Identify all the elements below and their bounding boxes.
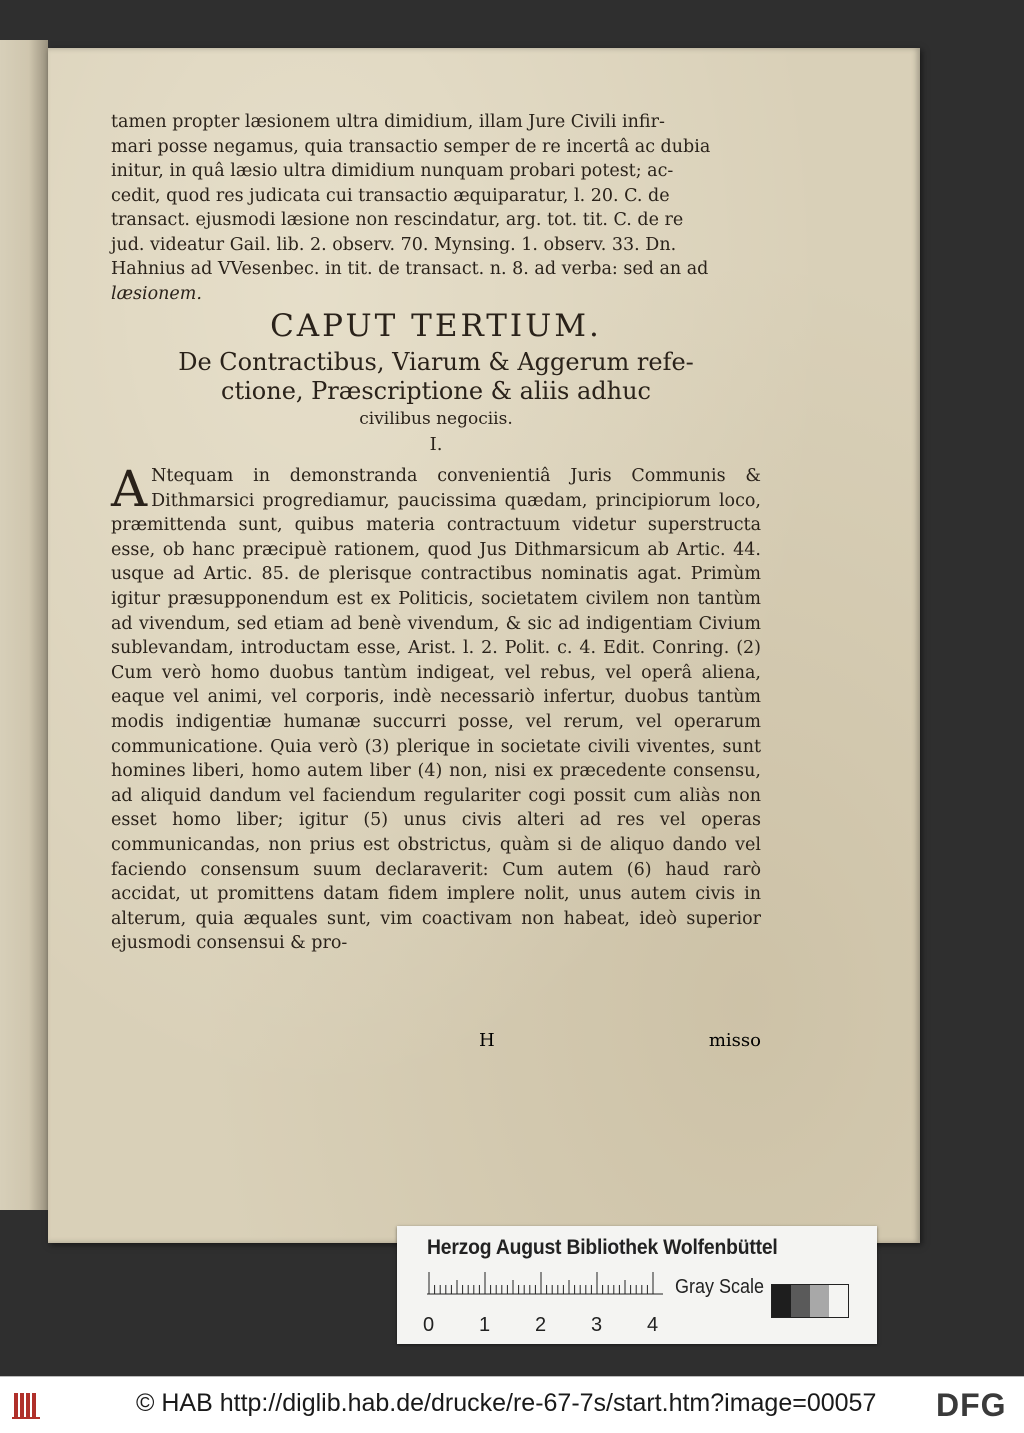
main-paragraph: Ntequam in demonstranda convenientiâ Juris Communis & Dithmarsici progrediamur, paucissima quædam, principiorum loco, præmittenda sunt, quibus materia contractuum videtur superstructa esse, ob hanc præcipuè rationem, quod Jus Dithmarsicum ab Artic. 44. usque ad Artic. 85. de plerisque contractibus nominatis agat. Primùm igitur præsupponendum est ex Politicis, societatem civilem non tantùm ad vivendum, sed etiam ad benè vivendum, & sic ad indigentiam Civium sublevandam, introductam esse, Arist. l. 2. Polit. c. 4. Edit. Conring. (2) Cum verò homo duobus tantùm indigeat, vel rebus, vel operâ aliena, eaque vel animi, vel corporis, indè necessariò infertur, duobus tantùm modis indigentiæ humanæ succurri posse, vel rerum, vel operarum communicatione. Quia verò (3) plerique in societate civili viventes, sunt homines liberi, homo autem liber (4) non, nisi ex præcedente consensu, ad aliquid dandum vel faciendum regulariter cogi possit cum aliàs non esset homo liber; igitur (5) unus civis alteri ad res vel operas communicandas, non prius est obstrictus, quàm si de aliquo dando vel faciendo consensum suum declaraverit: Cum autem (6) haud rarò accidat, ut promittens datam fidem implere nolit, unus autem civis in alterum, quia æquales sunt, vim coactivam non habeat, ideò superior ejusmodi consensui & pro- — [111, 466, 761, 954]
text-line: tamen propter læsionem ultra dimidium, illam Jure Civili infir- — [111, 112, 665, 132]
catchword: misso — [708, 1030, 761, 1051]
chapter-subtitle: De Contractibus, Viarum & Aggerum refe-ctione, Præscriptione & aliis adhuc — [178, 348, 694, 405]
text-line: initur, in quâ læsio ultra dimidium nunquam probari potest; ac- — [111, 161, 674, 181]
document-page — [48, 48, 920, 1243]
chapter-subtitle-continuation: civilibus negociis. — [359, 409, 513, 429]
gray-scale-swatches — [771, 1284, 849, 1318]
gray-swatch — [829, 1285, 848, 1317]
text-line: Hahnius ad VVesenbec. in tit. de transact. n. 8. ad verba: sed an ad — [111, 259, 709, 279]
text-line: mari posse negamus, quia transactio semper de re incertâ ac dubia — [111, 136, 711, 157]
ruler-number: 0 — [423, 1314, 435, 1336]
gray-swatch — [791, 1285, 810, 1317]
chapter-heading — [111, 308, 761, 456]
text-line: transact. ejusmodi læsione non rescindatur, arg. tot. tit. C. de re — [111, 210, 684, 230]
drop-cap: A — [111, 460, 148, 518]
signature-mark: H — [479, 1030, 495, 1051]
copyright-url[interactable]: © HAB http://diglib.hab.de/drucke/re-67-7s/start.htm?image=00057 — [136, 1389, 877, 1417]
text-line: læsionem. — [111, 283, 202, 304]
ruler-number: 3 — [591, 1314, 603, 1336]
ruler-number: 1 — [479, 1314, 491, 1336]
gray-swatch — [810, 1285, 829, 1317]
text-line: jud. videatur Gail. lib. 2. observ. 70. Mynsing. 1. observ. 33. Dn. — [111, 234, 677, 255]
ruler-number: 4 — [647, 1314, 659, 1336]
measurement-ruler — [427, 1272, 663, 1312]
dfg-logo: DFG — [936, 1387, 1007, 1423]
ruler-number: 2 — [535, 1314, 547, 1336]
page-text-main — [111, 460, 761, 956]
library-shelf-icon — [12, 1389, 42, 1421]
scale-reference-card — [397, 1226, 877, 1344]
gray-scale-label: Gray Scale — [675, 1276, 765, 1298]
text-line: cedit, quod res judicata cui transactio æquiparatur, l. 20. C. de — [111, 185, 670, 206]
library-name: Herzog August Bibliothek Wolfenbüttel — [427, 1236, 778, 1259]
gray-swatch — [772, 1285, 791, 1317]
page-text-top — [111, 110, 761, 306]
footer-bar — [0, 1376, 1024, 1433]
chapter-title: CAPUT TERTIUM. — [270, 308, 602, 344]
previous-page-edge — [0, 40, 48, 1210]
page-footer — [111, 1030, 761, 1054]
section-number: I. — [429, 434, 443, 455]
